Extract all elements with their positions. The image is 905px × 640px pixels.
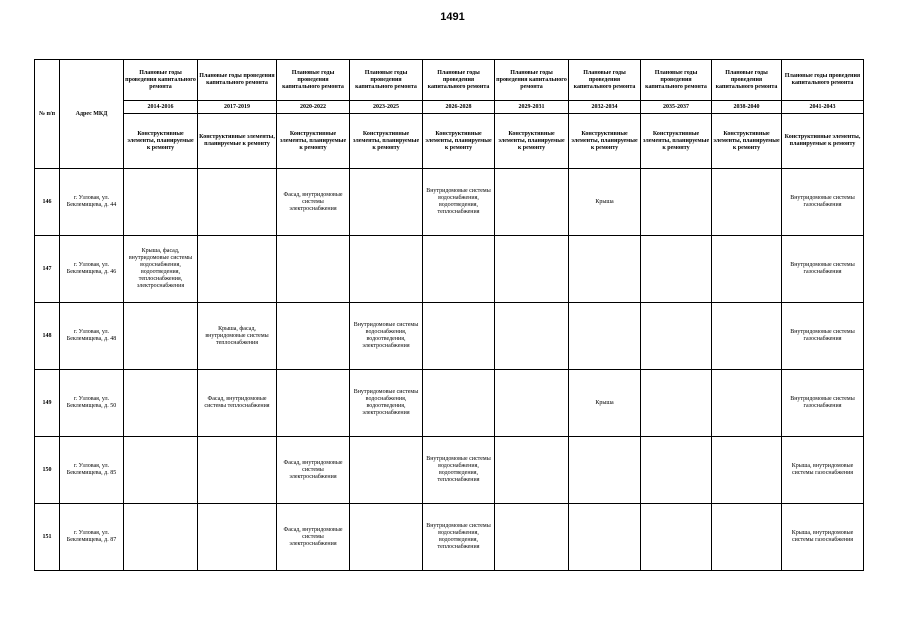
repair-cell: [641, 169, 712, 236]
row-address: г. Узловая, ул. Беклемищева, д. 46: [60, 236, 124, 303]
header-period: 2023-2025: [350, 101, 423, 114]
header-planned-years: Плановые годы проведения капитального ремонта: [124, 60, 198, 101]
repair-cell: Фасад, внутридомовые системы теплоснабжения: [198, 370, 277, 437]
header-num: № п/п: [35, 60, 60, 169]
row-number: 147: [35, 236, 60, 303]
repair-cell: [423, 303, 495, 370]
repair-cell: [350, 437, 423, 504]
header-elements: Конструктивные элементы, планируемые к ремонту: [423, 114, 495, 169]
repair-cell: [641, 236, 712, 303]
page-number: 1491: [440, 11, 465, 23]
repair-cell: [569, 437, 641, 504]
header-period: 2026-2028: [423, 101, 495, 114]
header-planned-years: Плановые годы проведения капитального ремонта: [569, 60, 641, 101]
header-address: Адрес МКД: [60, 60, 124, 169]
row-number: 151: [35, 504, 60, 571]
repair-cell: Внутридомовые системы газоснабжения: [782, 169, 864, 236]
repair-cell: [641, 504, 712, 571]
repair-cell: [495, 303, 569, 370]
row-address: г. Узловая, ул. Беклемищева, д. 48: [60, 303, 124, 370]
capital-repair-table: [34, 59, 864, 571]
repair-cell: [350, 504, 423, 571]
repair-cell: [712, 370, 782, 437]
header-elements: Конструктивные элементы, планируемые к ремонту: [712, 114, 782, 169]
repair-cell: Крыша, внутридомовые системы газоснабжения: [782, 504, 864, 571]
repair-cell: [712, 236, 782, 303]
row-address: г. Узловая, ул. Беклемищева, д. 50: [60, 370, 124, 437]
repair-cell: [198, 504, 277, 571]
table-row: [35, 370, 864, 437]
table-row: [35, 169, 864, 236]
row-address: г. Узловая, ул. Беклемищева, д. 85: [60, 437, 124, 504]
repair-cell: Внутридомовые системы газоснабжения: [782, 370, 864, 437]
repair-cell: [641, 370, 712, 437]
repair-cell: [124, 504, 198, 571]
repair-cell: Крыша, внутридомовые системы газоснабжения: [782, 437, 864, 504]
header-planned-years: Плановые годы проведения капитального ремонта: [495, 60, 569, 101]
repair-cell: [495, 504, 569, 571]
header-elements: Конструктивные элементы, планируемые к ремонту: [124, 114, 198, 169]
repair-cell: [423, 236, 495, 303]
repair-cell: [641, 437, 712, 504]
repair-cell: Фасад, внутридомовые системы электроснабжения: [277, 169, 350, 236]
header-planned-years: Плановые годы проведения капитального ремонта: [641, 60, 712, 101]
repair-cell: [124, 303, 198, 370]
repair-cell: [495, 437, 569, 504]
repair-cell: Внутридомовые системы газоснабжения: [782, 303, 864, 370]
header-elements: Конструктивные элементы, планируемые к ремонту: [495, 114, 569, 169]
row-address: г. Узловая, ул. Беклемищева, д. 87: [60, 504, 124, 571]
repair-cell: [569, 504, 641, 571]
row-number: 149: [35, 370, 60, 437]
repair-cell: [277, 236, 350, 303]
repair-cell: [124, 437, 198, 504]
repair-cell: [124, 169, 198, 236]
repair-cell: Внутридомовые системы водоснабжения, водоотведения, электроснабжения: [350, 370, 423, 437]
row-number: 146: [35, 169, 60, 236]
header-period: 2035-2037: [641, 101, 712, 114]
header-period: 2014-2016: [124, 101, 198, 114]
header-period: 2017-2019: [198, 101, 277, 114]
repair-cell: [569, 303, 641, 370]
repair-cell: [712, 504, 782, 571]
table-row: [35, 504, 864, 571]
repair-cell: [712, 437, 782, 504]
repair-cell: [198, 169, 277, 236]
table-row: [35, 236, 864, 303]
repair-cell: [712, 169, 782, 236]
repair-cell: [641, 303, 712, 370]
row-number: 150: [35, 437, 60, 504]
header-planned-years: Плановые годы проведения капитального ремонта: [198, 60, 277, 101]
repair-cell: [423, 370, 495, 437]
header-planned-years: Плановые годы проведения капитального ремонта: [350, 60, 423, 101]
repair-cell: [569, 236, 641, 303]
header-planned-years: Плановые годы проведения капитального ремонта: [423, 60, 495, 101]
row-number: 148: [35, 303, 60, 370]
repair-cell: [495, 169, 569, 236]
header-elements: Конструктивные элементы, планируемые к ремонту: [198, 114, 277, 169]
repair-cell: [277, 370, 350, 437]
repair-cell: Внутридомовые системы газоснабжения: [782, 236, 864, 303]
repair-cell: Крыша, фасад, внутридомовые системы теплоснабжения: [198, 303, 277, 370]
header-planned-years: Плановые годы проведения капитального ремонта: [712, 60, 782, 101]
repair-cell: Внутридомовые системы водоснабжения, водоотведения, теплоснабжения: [423, 504, 495, 571]
header-planned-years: Плановые годы проведения капитального ремонта: [782, 60, 864, 101]
repair-cell: Фасад, внутридомовые системы электроснабжения: [277, 437, 350, 504]
repair-cell: Фасад, внутридомовые системы электроснабжения: [277, 504, 350, 571]
header-period: 2029-2031: [495, 101, 569, 114]
header-elements: Конструктивные элементы, планируемые к ремонту: [350, 114, 423, 169]
repair-cell: [350, 169, 423, 236]
repair-cell: Внутридомовые системы водоснабжения, водоотведения, электроснабжения: [350, 303, 423, 370]
repair-cell: Внутридомовые системы водоснабжения, водоотведения, теплоснабжения: [423, 169, 495, 236]
header-planned-years: Плановые годы проведения капитального ремонта: [277, 60, 350, 101]
row-address: г. Узловая, ул. Беклемищева, д. 44: [60, 169, 124, 236]
table-row: [35, 437, 864, 504]
repair-cell: Внутридомовые системы водоснабжения, водоотведения, теплоснабжения: [423, 437, 495, 504]
repair-cell: [495, 236, 569, 303]
header-elements: Конструктивные элементы, планируемые к ремонту: [782, 114, 864, 169]
repair-cell: [712, 303, 782, 370]
repair-cell: Крыша, фасад, внутридомовые системы водоснабжения, водоотведения, теплоснабжения, электроснабжения: [124, 236, 198, 303]
header-period: 2020-2022: [277, 101, 350, 114]
repair-cell: [124, 370, 198, 437]
table-row: [35, 303, 864, 370]
header-period: 2032-2034: [569, 101, 641, 114]
header-elements: Конструктивные элементы, планируемые к ремонту: [641, 114, 712, 169]
header-period: 2041-2043: [782, 101, 864, 114]
repair-cell: [495, 370, 569, 437]
header-elements: Конструктивные элементы, планируемые к ремонту: [277, 114, 350, 169]
header-elements: Конструктивные элементы, планируемые к ремонту: [569, 114, 641, 169]
repair-cell: [198, 236, 277, 303]
repair-cell: [277, 303, 350, 370]
repair-cell: [198, 437, 277, 504]
repair-cell: Крыша: [569, 169, 641, 236]
repair-cell: Крыша: [569, 370, 641, 437]
header-period: 2038-2040: [712, 101, 782, 114]
repair-cell: [350, 236, 423, 303]
